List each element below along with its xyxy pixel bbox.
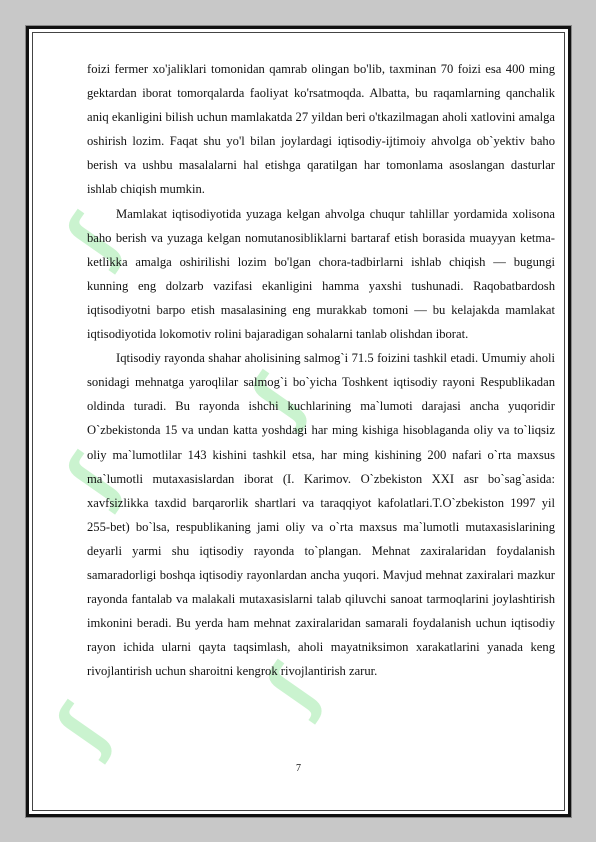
watermark-mark: ʃ: [40, 696, 123, 764]
watermark-mark: ʃ: [50, 446, 133, 514]
page-number: 7: [296, 763, 301, 774]
document-page: [26, 26, 571, 817]
paragraph-3: Iqtisodiy rayonda shahar aholisining salmog`i 71.5 foizini tashkil etadi. Umumiy aholi sonidagi mehnatga yaroqlilar salmog`i bo`yicha Toshkent iqtisodiy rayoni Respublikadan oldinda turadi. Bu rayonda ishchi kuchlarining ma`lumoti darajasi ancha yuqoridir O`zbekistonda 15 va undan katta yoshdagi har ming kishiga hisoblaganda oliy va to`liqsiz oliy ma`lumotlilar 143 kishini tashkil etsa, har ming kishining 200 nafari o`rta maxsus ma`lumotli mutaxasislardan iborat (I. Karimov. O`zbekiston XXI asr bo`sag`asida: xavfsizlikka taxdid barqarorlik shartlari va taraqqiyot kafolatlari.T.O`zbekiston 1997 yil 255-bet) bo`lsa, respublikaning jami oliy va o`rta maxsus ma`lumotli mutaxasislarining deyarli yarmi shu iqtisodiy rayonda to`plangan. Mehnat zaxiralaridan foydalanish samaradorligi boshqa iqtisodiy rayonlardan ancha yuqori. Mavjud mehnat zaxiralari mazkur rayonda fantalab va malakali mutaxasislarni talab qiluvchi sanoat tarmoqlarini joylashtirish imkonini beradi. Bu yerda ham mehnat zaxiralaridan samarali foydalanish uchun iqtisodiy rayon ichida ularni qayta taqsimlash, aholi mayatniksimon xarakatlarini yanada keng rivojlantirish uchun sharoitni kengrok rivojlantirish zarur.: [87, 351, 555, 679]
watermark-mark: ʃ: [235, 366, 318, 434]
body-text: [87, 57, 555, 683]
watermark-mark: ʃ: [50, 206, 133, 274]
paragraph-2: Mamlakat iqtisodiyotida yuzaga kelgan ahvolga chuqur tahlillar yordamida xolisona baho berish va yuzaga kelgan nomutanosibliklarni bartaraf etish borasida muayyan ketma-ketlikka amalga oshirilishi lozim bo'lgan chora-tadbirlarni ishlab chiqish — bugungi kunning eng dolzarb vazifasi ekanligini hamma yaxshi tushunadi. Raqobatbardosh iqtisodiyotni barpo etish masalasining eng murakkab tomoni — bu kelajakda mamlakat iqtisodiyotida lokomotiv rolini bajaradigan sohalarni tanlab olishdan iborat.: [87, 206, 555, 342]
paragraph-1: foizi fermer xo'jaliklari tomonidan qamrab olingan bo'lib, taxminan 70 foizi esa 400 ming gektardan iborat tomorqalarda faoliyat ko'rsatmoqda. Albatta, bu raqamlarning qanchalik aniq ekanligini bilish uchun mamlakatda 27 yildan beri o'tkazilmagan aholi xatlovini amalga oshirish lozim. Faqat shu yo'l bilan joylardagi iqtisodiy-ijtimoiy ahvolga ob`yektiv baho berish va ushbu masalalarni hal etishga qaratilgan har tomonlama asoslangan dasturlar ishlab chiqish mumkin.: [87, 62, 555, 197]
watermark-mark: ʃ: [250, 656, 333, 724]
